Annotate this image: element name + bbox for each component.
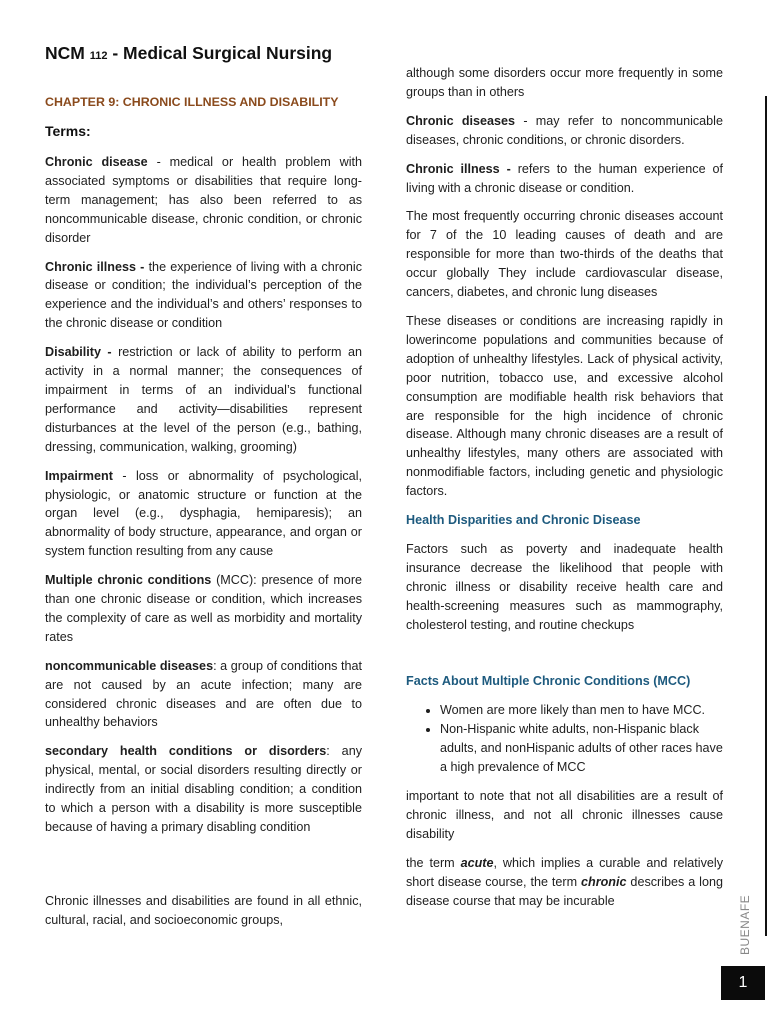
left-closing (45, 892, 362, 940)
term-separator: - (515, 113, 536, 128)
terms-heading: Terms: (45, 123, 91, 139)
page-number: 1 (721, 966, 765, 1000)
text-run: , which implies a curable and relatively short disease course, the term (406, 855, 723, 889)
left-column (45, 153, 362, 847)
term-chronic-illness-2 (406, 160, 723, 198)
term-separator (511, 162, 518, 176)
continuation-paragraph: although some disorders occur more frequently in some groups than in others (406, 66, 723, 99)
course-number: 112 (89, 50, 108, 62)
increasing-paragraph: These diseases or conditions are increasing rapidly in lowerincome populations and communities because of adoption of unhealthy lifestyles. Lack of physical activity, poor nutrition, tobacco use, and excessive alcohol consumption are modifiable health risk behaviors that are responsible for the high incidence of chronic disease. Although many chronic diseases are a result of unhealthy lifestyles, many others are associated with nonmodifiable factors, including genetic and physiologic factors. (406, 313, 723, 499)
term-definition: restriction or lack of ability to perform an activity in a normal manner; the consequences of impairment in terms of an individual’s functional performance and activity—disabilities represent disturbances at the level of the person (e.g., bathing, dressing, communication, walking, grooming) (45, 345, 363, 454)
term-label: Impairment (45, 468, 113, 483)
term-noncommunicable-diseases (45, 657, 362, 733)
important-note-paragraph: important to note that not all disabilities are a result of chronic illness, and not all chronic illnesses cause disability (406, 789, 723, 841)
chapter-title: CHAPTER 9: CHRONIC ILLNESS AND DISABILITY (45, 95, 339, 109)
term-label: Disability - (45, 345, 112, 360)
side-rule (765, 96, 767, 936)
course-suffix: - Medical Surgical Nursing (107, 43, 333, 63)
mcc-heading: Facts About Multiple Chronic Conditions (MCC) (406, 674, 691, 689)
author-name-text: BUENAFE (738, 894, 752, 955)
term-label: Chronic illness - (406, 161, 511, 176)
term-definition: medical or health problem with associated symptoms or disabilities that require long-term management; has also been referred to as noncommunicable disease, chronic condition, or chronic disorder (45, 155, 362, 245)
term-label: noncommunicable diseases (45, 658, 214, 673)
term-definition: : any physical, mental, or social disorders resulting directly or indirectly from an initial disabling condition; a condition to which a person with a disability is more susceptible because of having a primary disabling condition (45, 744, 362, 834)
term-secondary-health-conditions (45, 742, 362, 837)
term-definition: may refer to noncommunicable diseases, chronic conditions, or chronic disorders. (406, 113, 723, 147)
health-disparities-heading: Health Disparities and Chronic Disease (406, 513, 641, 528)
right-column (406, 64, 723, 920)
term-label: Chronic diseases (406, 113, 516, 128)
mcc-fact-item: • Non-Hispanic white adults, non-Hispanic black adults, and nonHispanic adults of other races have a high prevalence of MCC (440, 720, 723, 777)
closing-paragraph: Chronic illnesses and disabilities are found in all ethnic, cultural, racial, and socioeconomic groups, (45, 894, 362, 927)
term-definition: the experience of living with a chronic disease or condition; the individual’s perception of the experience and the individual’s and others’ responses to the chronic disease or condition (45, 259, 363, 331)
term-definition: (MCC): presence of more than one chronic disease or condition, which increases the complexity of care as well as morbidity and mortality rates (45, 573, 363, 644)
term-chronic-illness (45, 258, 362, 334)
term-label: Multiple chronic conditions (45, 573, 212, 588)
term-definition: : a group of conditions that are not caused by an acute infection; many are considered chronic diseases and are often due to unhealthy behaviors (45, 658, 362, 730)
text-run: the term (406, 855, 461, 870)
emphasis-chronic: chronic (581, 874, 627, 889)
term-separator: - (112, 468, 136, 483)
course-title (45, 42, 332, 67)
term-label: Chronic disease (45, 155, 148, 169)
term-definition: refers to the human experience of living with a chronic disease or condition. (406, 161, 723, 195)
term-label: secondary health conditions or disorders (45, 744, 327, 759)
term-definition: loss or abnormality of psychological, physiologic, or anatomic structure or function at the organ level (e.g., dysphagia, hemiparesis); an abnormality of body structure, appearance, and organ or system function resulting from any cause (45, 468, 362, 559)
text-run: describes a long disease course that may be incurable (406, 874, 723, 908)
term-chronic-disease (45, 153, 362, 248)
mcc-fact-item: • Women are more likely than men to have MCC. (440, 701, 723, 720)
acute-chronic-paragraph (406, 854, 723, 911)
term-label: Chronic illness - (45, 259, 145, 274)
leading-causes-paragraph: The most frequently occurring chronic diseases account for 7 of the 10 leading causes of death and are responsible for more than two-thirds of the deaths that occur globally They include cardiovascular disease, cancers, diabetes, and chronic lung diseases (406, 209, 723, 300)
mcc-facts-list (406, 701, 723, 777)
term-multiple-chronic-conditions (45, 571, 362, 647)
term-separator: - (147, 155, 170, 169)
emphasis-acute: acute (460, 855, 494, 870)
term-disability (45, 343, 362, 456)
term-chronic-diseases (406, 112, 723, 150)
course-prefix: NCM (45, 43, 90, 63)
term-impairment (45, 467, 362, 562)
disparities-paragraph: Factors such as poverty and inadequate health insurance decrease the likelihood that people with chronic illness or disability receive health care and health-screening measures such as mammography, cholesterol testing, and routine checkups (406, 541, 723, 632)
